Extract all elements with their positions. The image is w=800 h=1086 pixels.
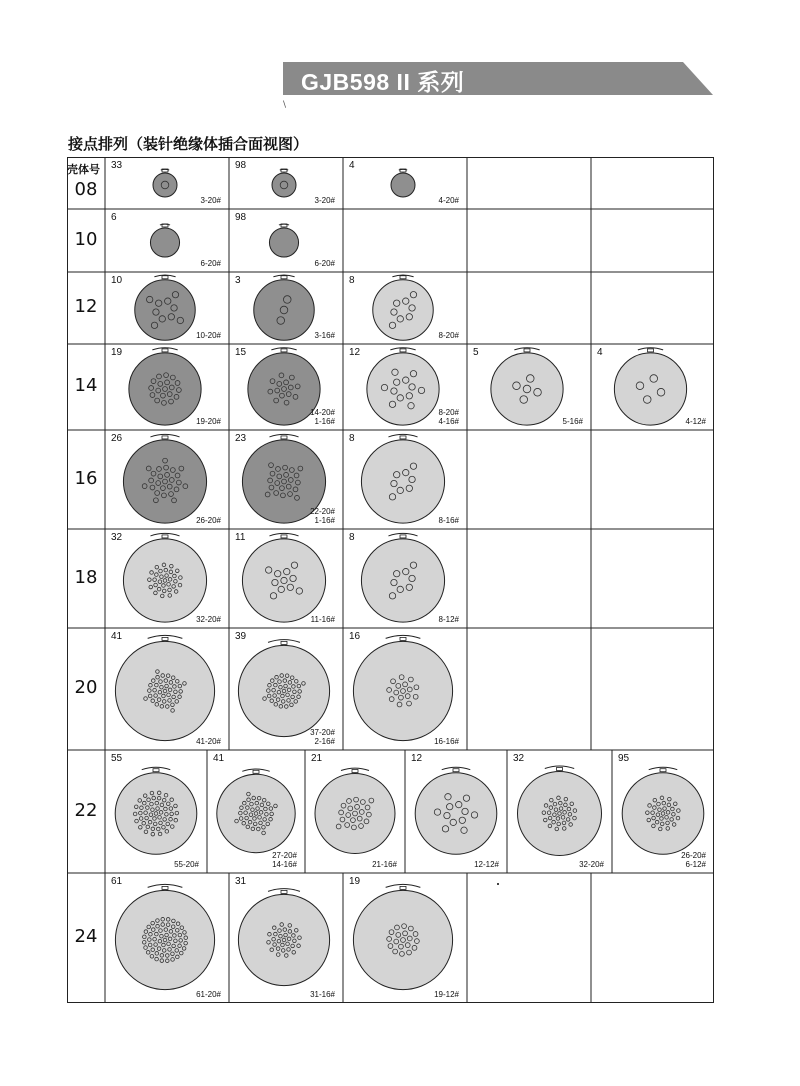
arrangement-number: 5 (473, 347, 479, 358)
contact-spec (196, 615, 221, 624)
key-notch (162, 436, 168, 439)
connector-face (123, 533, 206, 622)
contact-spec-line: 3-16# (314, 331, 335, 340)
contact-spec (310, 990, 335, 999)
contact-spec-line: 3-20# (314, 196, 335, 205)
connector-face (391, 169, 415, 197)
key-notch (153, 769, 159, 772)
contact-spec-line: 19-12# (434, 990, 459, 999)
connector-face (622, 767, 704, 854)
connector-face (153, 169, 177, 197)
shell-size: 20 (74, 677, 98, 698)
contact-spec-line: 6-12# (685, 860, 706, 869)
contact-spec-line: 26-20# (681, 851, 706, 860)
section-title: 接点排列（装针绝缘体插合面视图） (68, 135, 309, 153)
contact-spec-line: 14-16# (272, 860, 297, 869)
key-notch (162, 535, 168, 538)
arrangement-number: 32 (111, 532, 123, 543)
key-notch (400, 637, 406, 640)
connector-face (315, 768, 395, 853)
insert-circle (614, 353, 686, 425)
arrangement-number: 10 (111, 275, 123, 286)
shell-size: 12 (74, 296, 98, 317)
key-notch (162, 276, 168, 279)
insert-circle (315, 774, 395, 854)
key-arc (386, 635, 421, 638)
insert-circle (135, 280, 195, 340)
connector-face (115, 767, 197, 854)
contact-spec-line: 19-20# (196, 417, 221, 426)
contact-spec (196, 990, 221, 999)
contact-spec-line: 41-20# (196, 737, 221, 746)
contact-spec-line: 4-16# (438, 417, 459, 426)
contact-spec (439, 331, 459, 340)
contact-spec (201, 196, 221, 205)
banner-title: GJB598 II 系列 (301, 69, 465, 95)
contact-spec (315, 331, 335, 340)
arrangement-number: 16 (349, 631, 361, 642)
key-notch (162, 886, 168, 889)
connector-face (150, 224, 179, 257)
arrangement-number: 19 (111, 347, 123, 358)
connector-face (269, 224, 298, 257)
arrangement-number: 11 (235, 532, 246, 543)
contact-spec (439, 615, 459, 624)
connector-face (254, 275, 314, 340)
contact-spec-line: 1-16# (314, 516, 335, 525)
table-graphics (67, 157, 714, 1003)
contact-spec (315, 196, 335, 205)
series-banner (283, 62, 713, 95)
contact-spec-line: 26-20# (196, 516, 221, 525)
connector-face (129, 348, 201, 425)
key-notch (162, 637, 168, 640)
connector-face (272, 169, 296, 197)
arrangement-number: 33 (111, 160, 123, 171)
insert-circle (238, 894, 329, 985)
arrangement-number: 8 (349, 275, 355, 286)
key-notch (524, 349, 530, 352)
contact-arrangement-table (67, 157, 714, 1003)
insert-circle (518, 772, 602, 856)
contact-spec (311, 615, 335, 624)
contact-spec-line: 6-20# (314, 259, 335, 268)
contact-spec (272, 851, 297, 869)
insert-circle (491, 353, 563, 425)
contact-spec (434, 737, 459, 746)
connector-face (353, 635, 452, 740)
arrangement-number: 98 (235, 212, 247, 223)
key-notch (400, 349, 406, 352)
contact-spec-line: 1-16# (314, 417, 335, 426)
contact-spec-line: 10-20# (196, 331, 221, 340)
connector-face (238, 640, 329, 737)
arrangement-number: 19 (349, 876, 361, 887)
key-arc (148, 884, 183, 887)
key-notch (453, 769, 459, 772)
key-notch (162, 349, 168, 352)
contact-spec-line: 32-20# (579, 860, 604, 869)
key-notch (557, 768, 563, 771)
contact-spec-line: 32-20# (196, 615, 221, 624)
contact-spec (196, 737, 221, 746)
contact-spec-line: 5-16# (562, 417, 583, 426)
contact-spec (372, 860, 397, 869)
shell-size: 08 (74, 179, 98, 200)
insert-circle (123, 539, 206, 622)
contact-spec-line: 22-20# (310, 507, 335, 516)
contact-spec (439, 196, 459, 205)
arrangement-number: 95 (618, 753, 630, 764)
arrangement-number: 8 (349, 532, 355, 543)
key-notch (400, 436, 406, 439)
insert-circle (415, 773, 497, 855)
contact-spec-line: 4-12# (685, 417, 706, 426)
arrangement-number: 41 (111, 631, 123, 642)
key-notch (281, 535, 287, 538)
insert-circle (123, 440, 206, 523)
contact-spec (196, 417, 221, 426)
insert-circle (115, 890, 214, 989)
connector-face (353, 884, 452, 989)
contact-spec-line: 8-20# (438, 331, 459, 340)
connector-face (367, 348, 439, 425)
insert-circle (129, 353, 201, 425)
contact-spec (439, 516, 459, 525)
key-notch (281, 276, 287, 279)
arrangement-number: 4 (597, 347, 603, 358)
connector-face (217, 769, 295, 853)
contact-spec (196, 331, 221, 340)
arrangement-number: 8 (349, 433, 355, 444)
contact-spec-line: 8-16# (438, 516, 459, 525)
contact-spec-line: 16-16# (434, 737, 459, 746)
insert-circle (150, 228, 179, 257)
key-notch (400, 276, 406, 279)
key-notch (281, 641, 287, 644)
contact-spec-line: 2-16# (314, 737, 335, 746)
insert-circle (373, 280, 433, 340)
key-notch (281, 890, 287, 893)
insert-circle (361, 440, 444, 523)
contact-spec-line: 8-12# (438, 615, 459, 624)
connector-face (373, 275, 433, 340)
arrangement-number: 61 (111, 876, 123, 887)
connector-face (135, 275, 195, 340)
shell-header: 壳体号 (67, 163, 100, 176)
contact-spec-line: 11-16# (310, 615, 335, 624)
contact-spec-line: 27-20# (272, 851, 297, 860)
contact-spec-line: 8-20# (438, 408, 459, 417)
contact-spec-line: 55-20# (174, 860, 199, 869)
contact-spec (579, 860, 604, 869)
contact-spec (681, 851, 706, 869)
insert-circle (115, 773, 197, 855)
arrangement-number: 3 (235, 275, 241, 286)
speck (497, 883, 499, 885)
connector-face (123, 434, 206, 523)
key-arc (386, 884, 421, 887)
key-notch (352, 770, 358, 773)
arrangement-number: 41 (213, 753, 225, 764)
insert-circle (254, 280, 314, 340)
connector-face (242, 533, 325, 622)
insert-circle (622, 773, 704, 855)
contact-spec (434, 990, 459, 999)
key-notch (648, 349, 654, 352)
arrangement-number: 4 (349, 160, 355, 171)
insert-circle (269, 228, 298, 257)
contact-spec (201, 259, 221, 268)
key-notch (660, 769, 666, 772)
arrangement-number: 23 (235, 433, 247, 444)
arrangement-number: 12 (349, 347, 361, 358)
arrangement-number: 12 (411, 753, 423, 764)
contact-spec (686, 417, 706, 426)
connector-face (491, 348, 563, 425)
key-notch (400, 535, 406, 538)
arrangement-number: 32 (513, 753, 525, 764)
contact-spec-line: 3-20# (200, 196, 221, 205)
arrangement-number: 21 (311, 753, 323, 764)
shell-size: 10 (74, 228, 98, 250)
contact-spec-line: 21-16# (372, 860, 397, 869)
connector-face (115, 884, 214, 989)
contact-spec-line: 6-20# (200, 259, 221, 268)
key-notch (400, 886, 406, 889)
key-notch (281, 349, 287, 352)
arrangement-number: 31 (235, 876, 247, 887)
contact-spec-line: 61-20# (196, 990, 221, 999)
connector-face (361, 533, 444, 622)
connector-face (614, 348, 686, 425)
contact-spec-line: 31-16# (310, 990, 335, 999)
arrangement-number: 55 (111, 753, 123, 764)
connector-face (361, 434, 444, 523)
insert-circle (391, 173, 415, 197)
shell-size: 18 (74, 566, 98, 588)
connector-face (518, 766, 602, 855)
insert-circle (353, 890, 452, 989)
connector-face (415, 767, 497, 854)
arrangement-number: 26 (111, 433, 123, 444)
contact-spec (310, 728, 335, 746)
tick-mark: \ (283, 100, 287, 110)
contact-spec (174, 860, 199, 869)
contact-spec-line: 4-20# (438, 196, 459, 205)
arrangement-number: 39 (235, 631, 247, 642)
shell-size: 16 (74, 467, 98, 489)
contact-spec-line: 14-20# (310, 408, 335, 417)
arrangement-number: 15 (235, 347, 247, 358)
insert-circle (153, 173, 177, 197)
insert-circle (217, 774, 295, 852)
key-notch (281, 436, 287, 439)
contact-spec (439, 408, 459, 426)
key-arc (148, 635, 183, 638)
insert-circle (115, 641, 214, 740)
shell-size: 14 (74, 375, 98, 396)
contact-spec-line: 12-12# (474, 860, 499, 869)
connector-face (115, 635, 214, 740)
insert-circle (238, 645, 329, 736)
insert-circle (242, 539, 325, 622)
insert-circle (272, 173, 296, 197)
contact-spec (563, 417, 583, 426)
shell-size: 22 (74, 799, 98, 821)
insert-circle (367, 353, 439, 425)
connector-face (238, 889, 329, 986)
arrangement-number: 6 (111, 212, 117, 223)
insert-circle (353, 641, 452, 740)
contact-spec (196, 516, 221, 525)
contact-spec (474, 860, 499, 869)
contact-spec (310, 408, 335, 426)
contact-spec (310, 507, 335, 525)
contact-spec (315, 259, 335, 268)
arrangement-number: 98 (235, 160, 247, 171)
key-notch (253, 770, 259, 773)
shell-size: 24 (74, 926, 98, 947)
insert-circle (361, 539, 444, 622)
contact-spec-line: 37-20# (310, 728, 335, 737)
